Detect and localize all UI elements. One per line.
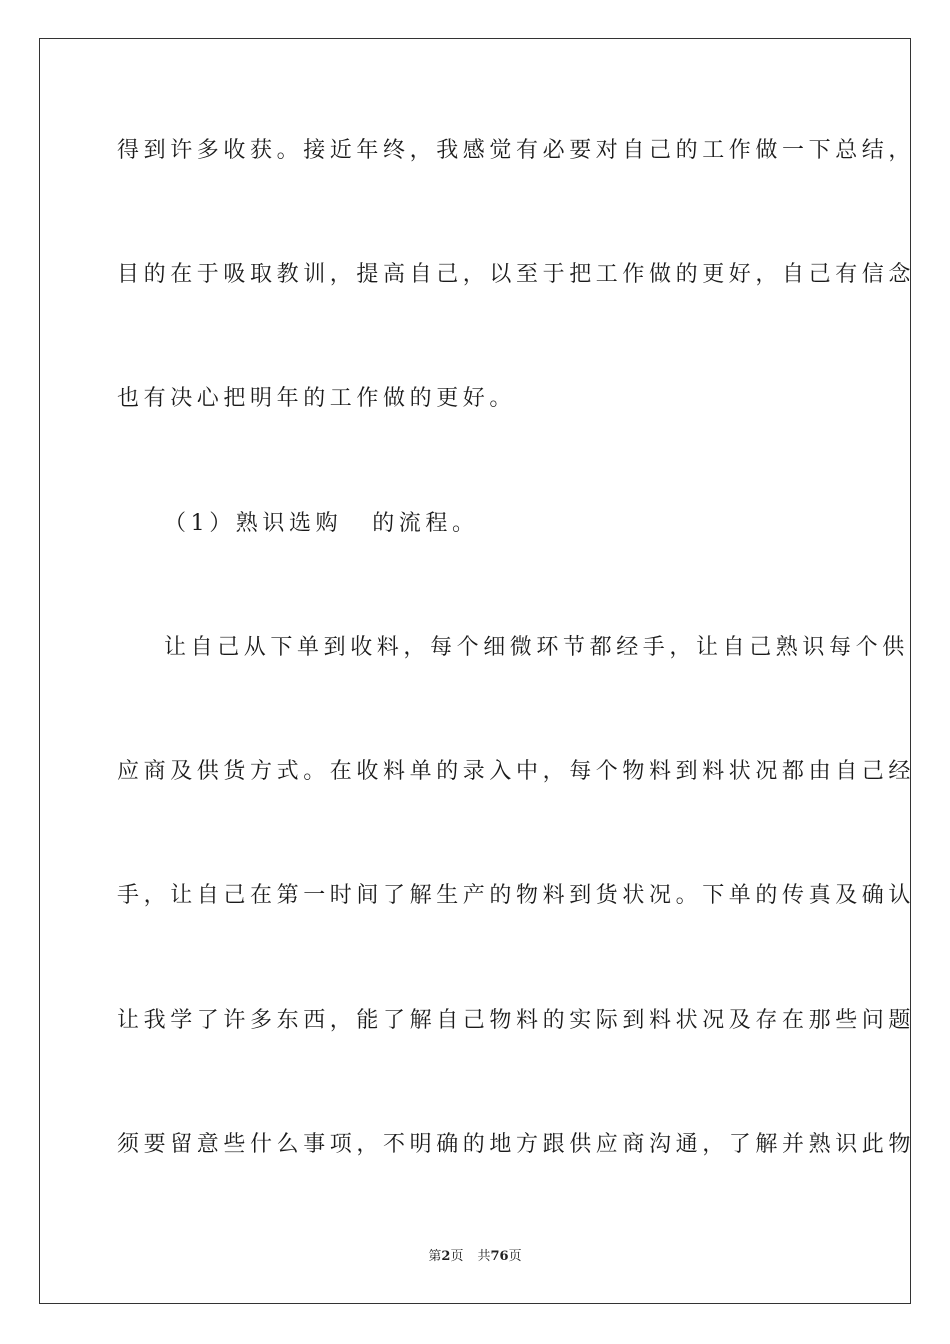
body-line-7: 让我学了许多东西，能了解自己物料的实际到料状况及存在那些问题 xyxy=(117,1008,916,1033)
section-heading-part1: （1）熟识选购 xyxy=(164,511,343,536)
body-line-6: 手，让自己在第一时间了解生产的物料到货状况。下单的传真及确认 xyxy=(117,883,916,908)
section-heading xyxy=(164,513,479,535)
body-line-2: 目的在于吸取教训，提高自己，以至于把工作做的更好，自己有信念 xyxy=(117,262,916,287)
total-suffix: 页 xyxy=(508,1249,522,1264)
page-footer xyxy=(0,1250,950,1263)
page-suffix: 页 xyxy=(450,1249,464,1264)
total-pages: 76 xyxy=(490,1249,509,1264)
body-line-3: 也有决心把明年的工作做的更好。 xyxy=(117,386,517,411)
body-line-1: 得到许多收获。接近年终，我感觉有必要对自己的工作做一下总结， xyxy=(117,138,916,163)
total-prefix: 共 xyxy=(477,1249,491,1264)
body-line-5: 应商及供货方式。在收料单的录入中，每个物料到料状况都由自己经 xyxy=(117,759,916,784)
section-heading-part2: 的流程。 xyxy=(372,511,479,536)
page-number: 2 xyxy=(441,1249,451,1264)
page-frame xyxy=(39,38,911,1304)
page-prefix: 第 xyxy=(428,1249,442,1264)
body-line-4: 让自己从下单到收料，每个细微环节都经手，让自己熟识每个供 xyxy=(164,635,909,660)
body-line-8: 须要留意些什么事项，不明确的地方跟供应商沟通，了解并熟识此物 xyxy=(117,1132,916,1157)
